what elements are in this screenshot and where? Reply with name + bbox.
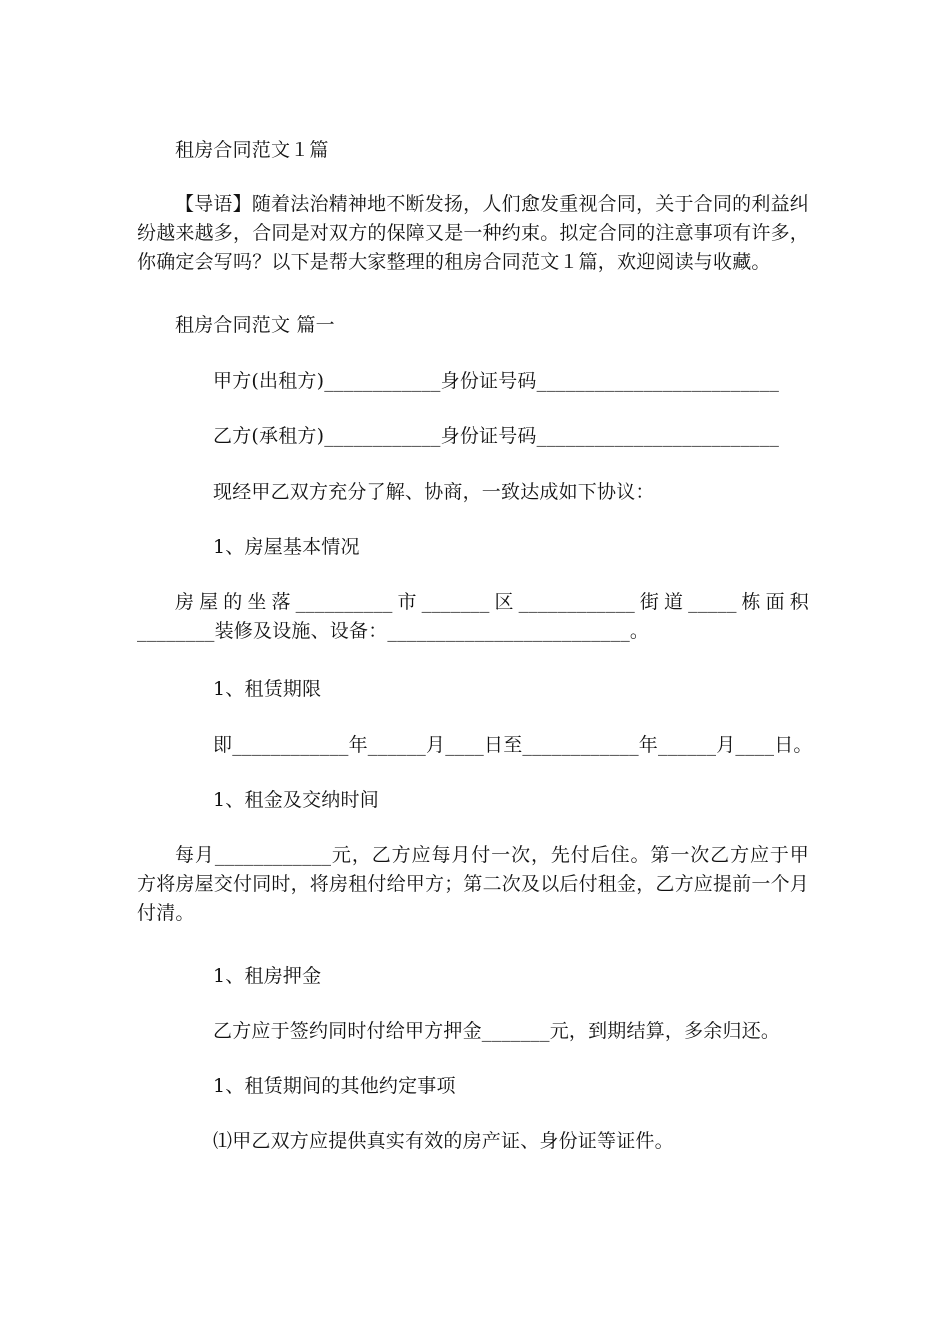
lease-term-line: 即____________年______月____日至____________年______月____日。 (213, 734, 813, 756)
section-heading: 租房合同范文 篇一 (175, 314, 335, 336)
house-info-paragraph: 房屋的坐落__________市_______区____________街道_____栋面积________装修及设施、设备：_________________________。 (137, 591, 809, 642)
party-a-line: 甲方(出租方)____________身份证号码_________________________ (213, 370, 780, 392)
rent-paragraph: 每月____________元，乙方应每月付一次，先付后住。第一次乙方应于甲方将房屋交付同时，将房租付给甲方；第二次及以后付租金，乙方应提前一个月付清。 (137, 844, 810, 924)
deposit-line: 乙方应于签约同时付给甲方押金_______元，到期结算，多余归还。 (213, 1020, 781, 1042)
deposit-heading: 1、租房押金 (213, 965, 322, 987)
other-terms-item-1: ⑴甲乙双方应提供真实有效的房产证、身份证等证件。 (213, 1130, 674, 1152)
other-terms-heading: 1、租赁期间的其他约定事项 (213, 1075, 456, 1097)
rent-heading: 1、租金及交纳时间 (213, 789, 379, 811)
lease-term-heading: 1、租赁期限 (213, 678, 322, 700)
party-b-line: 乙方(承租方)____________身份证号码_________________________ (213, 425, 780, 447)
document-title: 租房合同范文１篇 (175, 139, 329, 161)
intro-paragraph: 【导语】随着法治精神地不断发扬，人们愈发重视合同，关于合同的利益纠纷越来越多，合同是对双方的保障又是一种约束。拟定合同的注意事项有许多，你确定会写吗？以下是帮大家整理的租房合同范文１篇，欢迎阅读与收藏。 (137, 193, 810, 273)
house-info-heading: 1、房屋基本情况 (213, 536, 360, 558)
agreement-line: 现经甲乙双方充分了解、协商，一致达成如下协议： (213, 481, 655, 503)
